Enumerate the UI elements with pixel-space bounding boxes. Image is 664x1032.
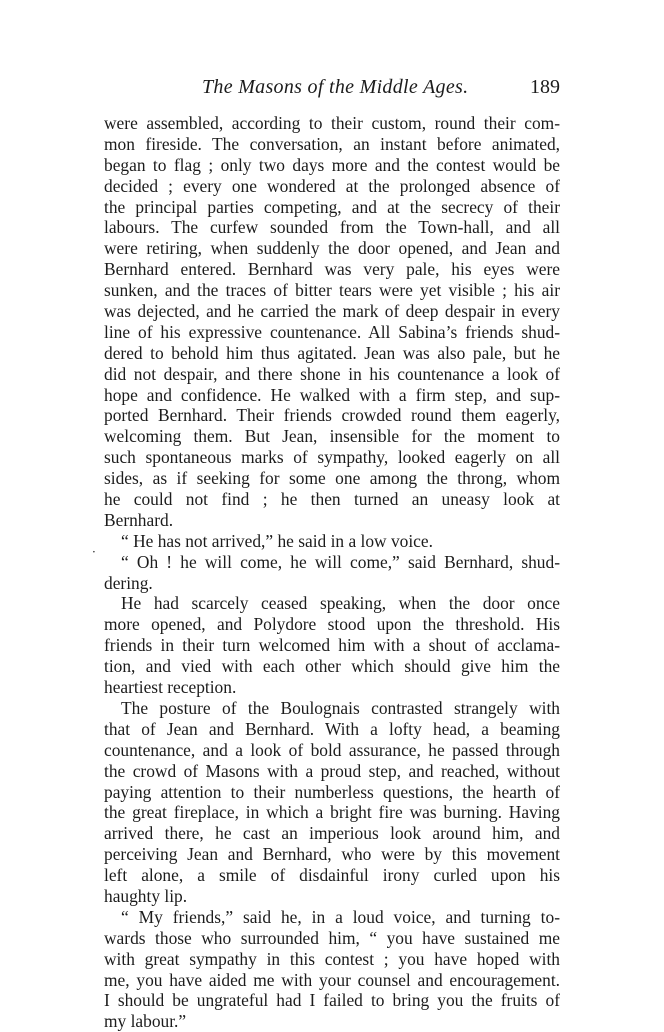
text-line: tion, and vied with each other which should give him the (104, 656, 560, 677)
text-line: haughty lip. (104, 885, 188, 906)
text-line: line of his expressive countenance. All Sabina’s friends shud- (104, 321, 560, 342)
text-line: the crowd of Masons with a proud step, and reached, without (104, 760, 560, 781)
text-line: left alone, a smile of disdainful irony curled upon his (104, 865, 560, 886)
text-line: arrived there, he cast an imperious look around him, and (104, 823, 560, 844)
text-line: did not despair, and there shone in his countenance a look of (104, 363, 560, 384)
text-line: labours. The curfew sounded from the Town-hall, and all (104, 217, 560, 238)
text-line: The posture of the Boulognais contrasted strangely with (121, 697, 560, 718)
text-line: He had scarcely ceased speaking, when the door once (121, 593, 560, 614)
text-line: countenance, and a look of bold assurance, he passed through (104, 739, 560, 760)
text-line: me, you have aided me with your counsel and encouragement. (104, 969, 560, 990)
text-line: Bernhard. (104, 509, 174, 530)
text-line: that of Jean and Bernhard. With a lofty head, a beaming (104, 718, 560, 739)
text-line: decided ; every one wondered at the prolonged absence of (104, 175, 560, 196)
text-line: were retiring, when suddenly the door opened, and Jean and (104, 238, 560, 259)
text-line: dering. (104, 572, 153, 593)
text-line: “ Oh ! he will come, he will come,” said Bernhard, shud- (121, 551, 560, 572)
text-line: “ He has not arrived,” he said in a low voice. (121, 530, 433, 551)
text-line: began to flag ; only two days more and the contest would be (104, 154, 560, 175)
text-line: friends in their turn welcomed him with a shout of acclama- (104, 635, 560, 656)
text-line: ported Bernhard. Their friends crowded round them eagerly, (104, 405, 560, 426)
text-line: were assembled, according to their custom, round their com- (104, 113, 560, 133)
text-line: hope and confidence. He walked with a firm step, and sup- (104, 384, 560, 405)
text-line: the great fireplace, in which a bright fire was burning. Having (104, 802, 560, 823)
text-line: perceiving Jean and Bernhard, who were by this movement (104, 844, 560, 865)
text-line: welcoming them. But Jean, insensible for the moment to (104, 426, 560, 447)
text-line: with great sympathy in this contest ; you have hoped with (104, 948, 560, 969)
text-line: the principal parties competing, and at the secrecy of their (104, 196, 560, 217)
running-title: The Masons of the Middle Ages. (202, 76, 469, 98)
text-line: paying attention to their numberless questions, the hearth of (104, 781, 560, 802)
text-line: mon fireside. The conversation, an instant before animated, (104, 133, 560, 154)
text-line: Bernhard entered. Bernhard was very pale, his eyes were (104, 259, 560, 280)
text-line: was dejected, and he carried the mark of deep despair in every (104, 301, 560, 322)
text-line: “ My friends,” said he, in a loud voice, and turning to- (121, 906, 560, 927)
text-line: sunken, and the traces of bitter tears were yet visible ; his air (104, 280, 560, 301)
text-line: wards those who surrounded him, “ you have sustained me (104, 927, 560, 948)
page-header (104, 76, 560, 102)
page-number: 189 (530, 76, 560, 98)
body-text (104, 113, 560, 1032)
text-line: dered to behold him thus agitated. Jean was also pale, but he (104, 342, 560, 363)
text-line: my labour.” (104, 1011, 187, 1032)
text-line: he could not find ; he then turned an uneasy look at (104, 489, 560, 510)
text-line: such spontaneous marks of sympathy, looked eagerly on all (104, 447, 560, 468)
text-line: sides, as if seeking for some one among the throng, whom (104, 468, 560, 489)
text-line: I should be ungrateful had I failed to bring you the fruits of (104, 990, 560, 1011)
text-line: heartiest reception. (104, 677, 237, 698)
text-line: more opened, and Polydore stood upon the threshold. His (104, 614, 560, 635)
margin-mark: · (92, 545, 96, 559)
